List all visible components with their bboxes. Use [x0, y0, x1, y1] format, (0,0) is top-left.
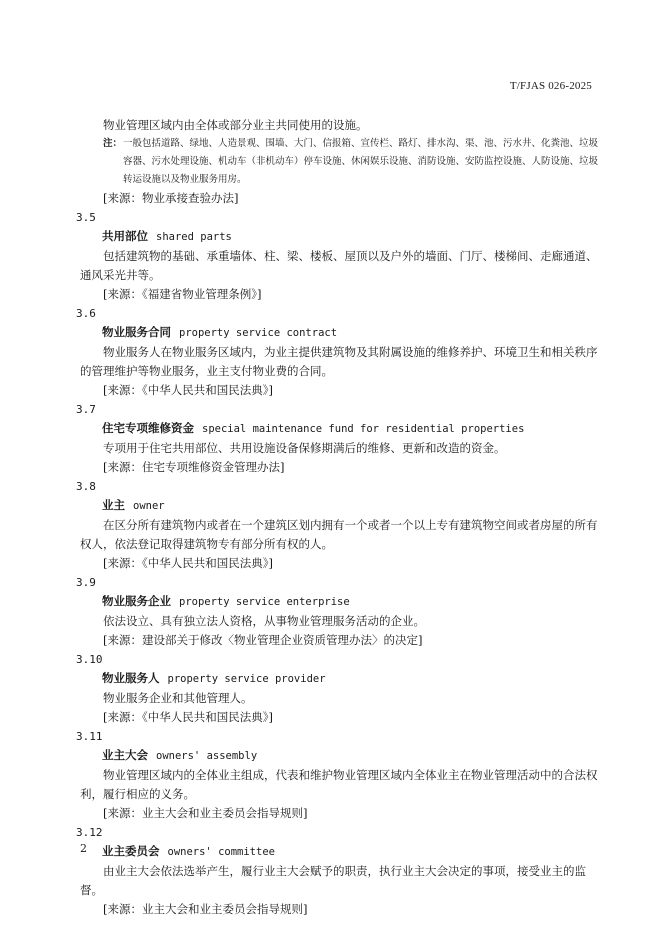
term-heading: [102, 227, 598, 247]
term-definition: 专项用于住宅共用部位、共用设施设备保修期满后的维修、更新和改造的资金。: [103, 441, 506, 455]
term-en: special maintenance fund for residential properties: [202, 423, 525, 435]
term-heading: [102, 419, 598, 439]
term-number: 3.12: [76, 826, 103, 839]
term-number: 3.8: [76, 480, 96, 493]
term-heading: [102, 842, 598, 862]
term-en: owners' assembly: [156, 750, 258, 762]
term-source: [来源：建设部关于修改〈物业管理企业资质管理办法〉的决定]: [103, 633, 423, 647]
term-source: [来源：《中华人民共和国民法典》]: [103, 556, 273, 570]
term-entry: [76, 305, 598, 400]
term-zh: 业主: [102, 498, 125, 512]
term-definition: 由业主大会依法选举产生，履行业主大会赋予的职责，执行业主大会决定的事项，接受业主的监督。: [80, 864, 586, 897]
document-id: T/FJAS 026-2025: [509, 80, 592, 92]
term-source: [来源：业主大会和业主委员会指导规则]: [103, 902, 308, 916]
term-heading: [102, 592, 598, 612]
term-en: property service enterprise: [179, 596, 350, 608]
term-entry: [76, 574, 598, 650]
term-definition: 物业服务人在物业服务区域内，为业主提供建筑物及其附属设施的维修养护、环境卫生和相关秩序的管理维护等物业服务，业主支付物业费的合同。: [80, 345, 598, 378]
page-number: 2: [80, 842, 87, 855]
term-heading: [102, 746, 598, 766]
term-zh: 物业服务合同: [102, 325, 171, 339]
term-zh: 住宅专项维修资金: [102, 421, 194, 435]
term-definition: 依法设立、具有独立法人资格，从事物业管理服务活动的企业。: [103, 614, 425, 628]
term-zh: 物业服务人: [102, 671, 160, 685]
note-text: 一般包括道路、绿地、人造景观、围墙、大门、信报箱、宣传栏、路灯、排水沟、渠、池、污水井、化粪池、垃圾容器、污水处理设施、机动车（非机动车）停车设施、休闲娱乐设施、消防设施、安防监控设施、人防设施、垃圾转运设施以及物业服务用房。: [123, 138, 599, 185]
term-en: owner: [133, 500, 165, 512]
term-source: [来源：业主大会和业主委员会指导规则]: [103, 806, 308, 820]
term-number: 3.9: [76, 576, 96, 589]
term-definition: 物业管理区域内的全体业主组成，代表和维护物业管理区域内全体业主在物业管理活动中的合法权利，履行相应的义务。: [80, 768, 598, 801]
term-definition: 包括建筑物的基础、承重墙体、柱、梁、楼板、屋顶以及户外的墙面、门厅、楼梯间、走廊通道、通风采光井等。: [80, 249, 598, 282]
intro-text: 物业管理区域内由全体或部分业主共同使用的设施。: [103, 118, 368, 132]
document-body: [76, 116, 599, 919]
term-zh: 业主大会: [102, 748, 148, 762]
term-entry: [76, 651, 598, 727]
term-heading: [102, 669, 598, 689]
term-en: shared parts: [156, 231, 232, 243]
term-zh: 物业服务企业: [102, 594, 171, 608]
term-number: 3.10: [76, 653, 103, 666]
note: [103, 135, 598, 189]
term-number: 3.6: [76, 307, 96, 320]
term-zh: 共用部位: [102, 229, 148, 243]
term-heading: [102, 496, 598, 516]
term-source: [来源：《中华人民共和国民法典》]: [103, 383, 273, 397]
term-entry: [76, 824, 598, 919]
term-en: property service contract: [179, 327, 338, 339]
term-number: 3.7: [76, 403, 96, 416]
term-number: 3.5: [76, 211, 96, 224]
intro-source: [来源：物业承接查验办法]: [103, 191, 239, 205]
term-entry: [76, 728, 598, 823]
term-source: [来源：《中华人民共和国民法典》]: [103, 710, 273, 724]
term-definition: 在区分所有建筑物内或者在一个建筑区划内拥有一个或者一个以上专有建筑物空间或者房屋的所有权人，依法登记取得建筑物专有部分所有权的人。: [80, 518, 598, 551]
term-entry: [76, 401, 598, 477]
term-source: [来源：《福建省物业管理条例》]: [103, 287, 262, 301]
term-source: [来源：住宅专项维修资金管理办法]: [103, 460, 285, 474]
term-en: owners' committee: [167, 846, 275, 858]
term-zh: 业主委员会: [102, 844, 160, 858]
term-number: 3.11: [76, 730, 103, 743]
term-en: property service provider: [167, 673, 326, 685]
term-entry: [76, 478, 598, 573]
term-heading: [102, 323, 598, 343]
term-definition: 物业服务企业和其他管理人。: [103, 691, 253, 705]
note-label: 注：: [103, 138, 123, 149]
term-entry: [76, 209, 598, 304]
